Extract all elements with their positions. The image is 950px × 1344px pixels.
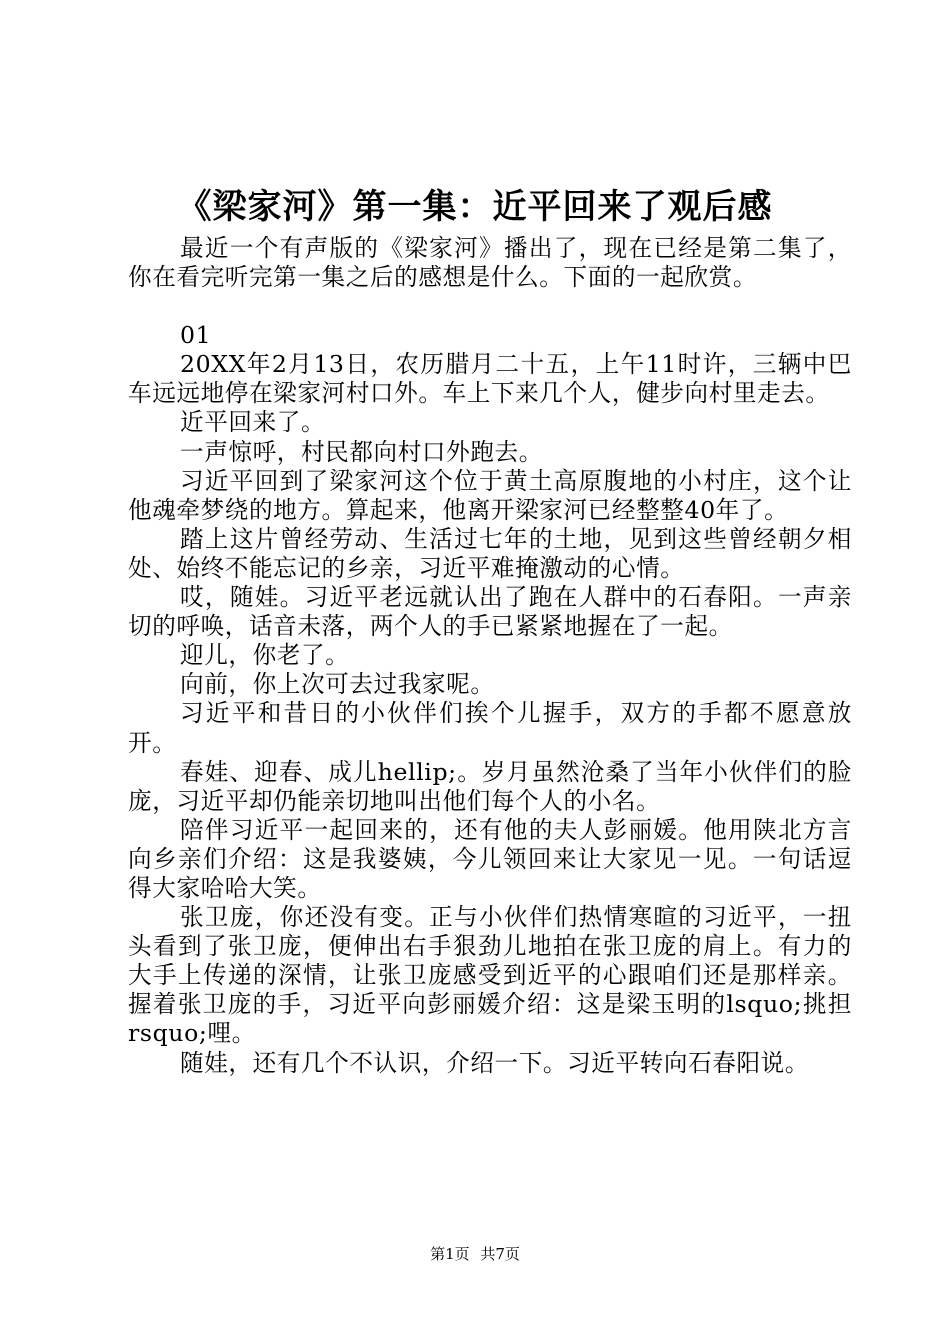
paragraph: 哎，随娃。习近平老远就认出了跑在人群中的石春阳。一声亲切的呼唤，话音未落，两个人的手已紧紧地握在了一起。 bbox=[128, 583, 852, 641]
paragraph: 习近平和昔日的小伙伴们挨个儿握手，双方的手都不愿意放开。 bbox=[128, 699, 852, 757]
paragraph: 踏上这片曾经劳动、生活过七年的土地，见到这些曾经朝夕相处、始终不能忘记的乡亲，习近平难掩激动的心情。 bbox=[128, 524, 852, 582]
paragraph: 陪伴习近平一起回来的，还有他的夫人彭丽媛。他用陕北方言向乡亲们介绍：这是我婆姨，今儿领回来让大家见一见。一句话逗得大家哈哈大笑。 bbox=[128, 815, 852, 902]
page-number: 第1页 bbox=[430, 1245, 470, 1263]
page-total: 共7页 bbox=[480, 1245, 520, 1263]
paragraph: 随娃，还有几个不认识，介绍一下。习近平转向石春阳说。 bbox=[180, 1048, 810, 1077]
paragraph: 一声惊呼，村民都向村口外跑去。 bbox=[180, 437, 543, 466]
document-body bbox=[128, 234, 852, 1078]
paragraph: 向前，你上次可去过我家呢。 bbox=[180, 670, 495, 699]
section-number: 01 bbox=[180, 321, 212, 350]
paragraph: 春娃、迎春、成儿hellip;。岁月虽然沧桑了当年小伙伴们的脸庞，习近平却仍能亲切地叫出他们每个人的小名。 bbox=[128, 757, 852, 815]
paragraph: 20XX年2月13日，农历腊月二十五，上午11时许，三辆中巴车远远地停在梁家河村口外。车上下来几个人，健步向村里走去。 bbox=[128, 350, 852, 408]
document-title: 《梁家河》第一集：近平回来了观后感 bbox=[177, 187, 773, 227]
paragraph: 最近一个有声版的《梁家河》播出了，现在已经是第二集了，你在看完听完第一集之后的感想是什么。下面的一起欣赏。 bbox=[128, 234, 852, 292]
page-footer bbox=[0, 1244, 950, 1264]
paragraph: 习近平回到了梁家河这个位于黄土高原腹地的小村庄，这个让他魂牵梦绕的地方。算起来，他离开梁家河已经整整40年了。 bbox=[128, 466, 852, 524]
paragraph: 张卫庞，你还没有变。正与小伙伴们热情寒暄的习近平，一扭头看到了张卫庞，便伸出右手狠劲儿地拍在张卫庞的肩上。有力的大手上传递的深情，让张卫庞感受到近平的心跟咱们还是那样亲。握着张卫庞的手，习近平向彭丽媛介绍：这是梁玉明的lsquo;挑担rsquo;哩。 bbox=[128, 903, 852, 1048]
paragraph: 迎儿，你老了。 bbox=[180, 641, 350, 670]
paragraph: 近平回来了。 bbox=[180, 408, 326, 437]
